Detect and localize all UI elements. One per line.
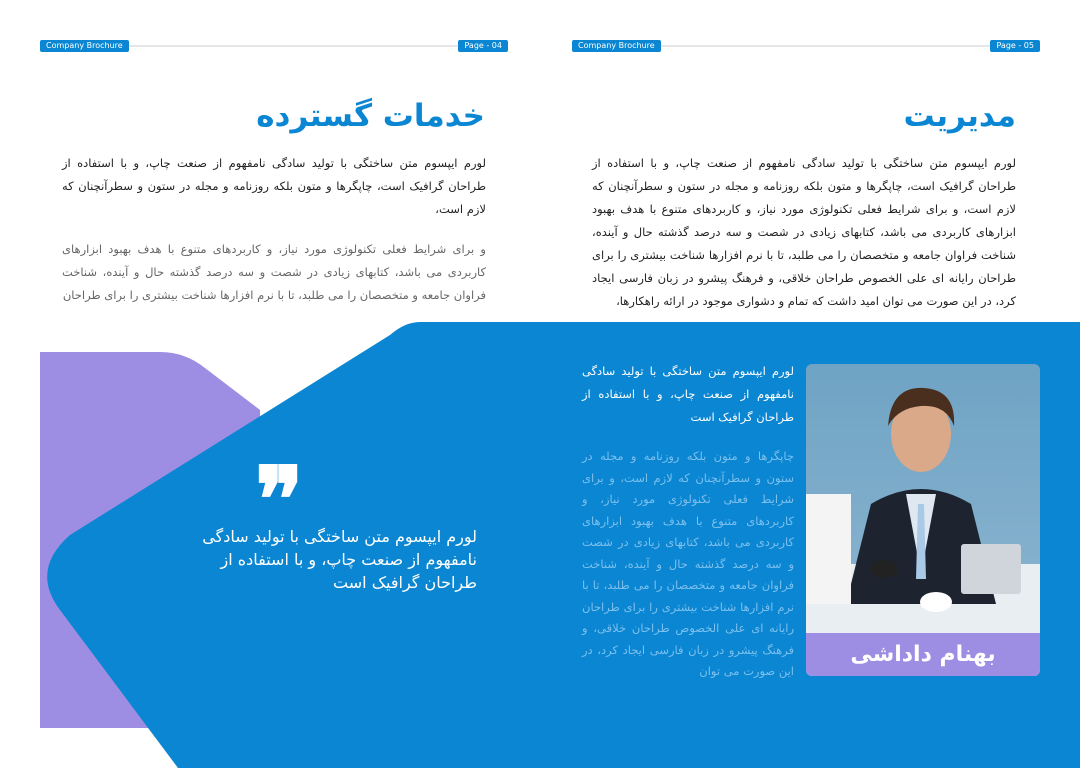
right-header bbox=[572, 40, 1040, 52]
left-paragraph-1: لورم ایپسوم متن ساختگی با تولید سادگی نامفهوم از صنعت چاپ، و با استفاده از طراحان گرافیک است، چاپگرها و متون بلکه روزنامه و مجله در ستون و سطرآنچنان که لازم است، bbox=[62, 156, 486, 216]
person-name: بهنام داداشی bbox=[806, 633, 1040, 676]
right-title: مدیریت bbox=[903, 98, 1016, 134]
company-brochure-tag: Company Brochure bbox=[40, 40, 129, 52]
page-number: Page - 05 bbox=[990, 40, 1040, 52]
body-text: چاپگرها و متون بلکه روزنامه و مجله در ستون و سطرآنچنان که لازم است، و برای شرایط فعلی تکنولوژی مورد نیاز، و کاربردهای متنوع با هدف بهبود ابزارهای کاربردی می باشد، کتابهای زیادی در شصت و سه درصد گذشته حال و آینده، شناخت فراوان جامعه و متخصصان را می طلبد، تا با نرم افزارها شناخت بیشتری را برای طراحان رایانه ای علی الخصوص طراحان خلاقی، و فرهنگ پیشرو در زبان فارسی ایجاد کرد، در این صورت می توان bbox=[582, 449, 794, 678]
left-paragraph-2: و برای شرایط فعلی تکنولوژی مورد نیاز، و کاربردهای متنوع با هدف بهبود ابزارهای کاربردی می باشد، کتابهای زیادی در شصت و سه درصد گذشته حال و آینده، شناخت فراوان جامعه و متخصصان را می طلبد، تا با نرم افزارها شناخت بیشتری را برای طراحان bbox=[62, 242, 486, 302]
intro-text: لورم ایپسوم متن ساختگی با تولید سادگی نامفهوم از صنعت چاپ، و با استفاده از طراحان گرافیک است bbox=[582, 364, 794, 424]
company-brochure-tag: Company Brochure bbox=[572, 40, 661, 52]
header-divider bbox=[661, 45, 991, 47]
person-illustration bbox=[806, 364, 1040, 676]
left-title: خدمات گسترده bbox=[256, 98, 485, 134]
quote-icon: ❞ bbox=[255, 447, 304, 553]
quote-text: لورم ایپسوم متن ساختگی با تولید سادگی نامفهوم از صنعت چاپ، و با استفاده از طراحان گرافیک است bbox=[202, 527, 477, 592]
page-number: Page - 04 bbox=[458, 40, 508, 52]
person-photo bbox=[806, 364, 1040, 676]
header-divider bbox=[129, 45, 459, 47]
left-header bbox=[40, 40, 508, 52]
right-paragraph: لورم ایپسوم متن ساختگی با تولید سادگی نامفهوم از صنعت چاپ، و با استفاده از طراحان گرافیک است، چاپگرها و متون بلکه روزنامه و مجله در ستون و سطرآنچنان که لازم است، و برای شرایط فعلی تکنولوژی مورد نیاز، و کاربردهای متنوع با هدف بهبود ابزارهای کاربردی می باشد، کتابهای زیادی در شصت و سه درصد گذشته حال و آینده، شناخت فراوان جامعه و متخصصان را می طلبد، تا با نرم افزارها شناخت بیشتری را برای طراحان رایانه ای علی الخصوص طراحان خلاقی، و فرهنگ پیشرو در زبان فارسی ایجاد کرد، در این صورت می توان امید داشت که تمام و دشواری موجود در ارائه راهکارها، bbox=[592, 156, 1016, 308]
